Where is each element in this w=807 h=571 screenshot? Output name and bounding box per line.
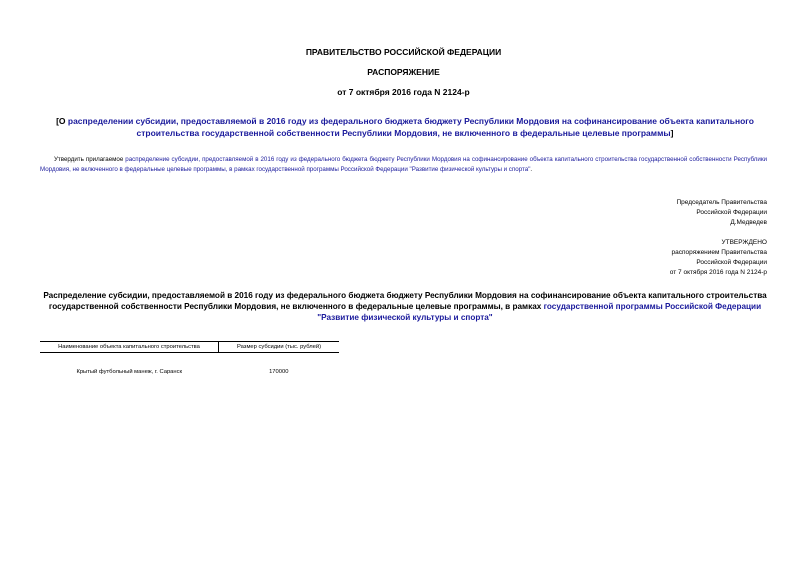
order-link[interactable]: распределение субсидии, предоставляемой в 2016 году из федерального бюджета бюджету Республики Мордовия на софинансирование объекта капитального строительства государственной собственности Республики Мордовия, не включенного в федеральные целевые программы, в рамках государственной программы Российской Федерации "Развитие физической культуры и спорта" (40, 156, 767, 173)
document-title (40, 115, 770, 139)
distribution-title-link[interactable]: государственной программы Российской Федерации "Развитие физической культуры и спорта" (317, 302, 762, 322)
order-paragraph (40, 155, 767, 175)
order-prefix: Утвердить прилагаемое (54, 156, 126, 163)
table-spacer (40, 353, 339, 368)
approval-block (670, 238, 767, 278)
distribution-title (40, 290, 770, 323)
document-date-number: от 7 октября 2016 года N 2124-р (337, 87, 470, 97)
title-link[interactable]: распределении субсидии, предоставляемой в 2016 году из федерального бюджета бюджету Республики Мордовия на софинансирование объекта капитального строительства государственной собственности Республики Мордовия, не включенного в федеральные целевые программы (67, 116, 754, 138)
title-open-bracket: [О (56, 116, 68, 126)
document-type: РАСПОРЯЖЕНИЕ (367, 67, 440, 77)
government-header: ПРАВИТЕЛЬСТВО РОССИЙСКОЙ ФЕДЕРАЦИИ (305, 47, 502, 57)
signature-line: Председатель Правительства (676, 199, 767, 206)
signature-line: Российской Федерации (696, 209, 767, 216)
column-header-amount: Размер субсидии (тыс. рублей) (219, 342, 340, 353)
approval-line: УТВЕРЖДЕНО (721, 239, 767, 246)
cell-subsidy-amount: 170000 (269, 369, 289, 375)
approval-line: Российской Федерации (696, 259, 767, 266)
distribution-title-text: Распределение субсидии, предоставляемой в 2016 году из федерального бюджета бюджету Республики Мордовия на софинансирование объекта капитального строительства государственной собственности Республики Мордовия, не включенного в федеральные целевые программы, в рамках (43, 291, 767, 311)
signature-line: Д.Медведев (730, 219, 767, 226)
order-suffix: . (530, 166, 533, 173)
title-close-bracket: ] (670, 128, 674, 138)
subsidy-table (40, 341, 339, 377)
approval-line: распоряжением Правительства (671, 249, 767, 256)
approval-line: от 7 октября 2016 года N 2124-р (669, 269, 767, 276)
cell-object-name: Крытый футбольный манеж, г. Саранск (76, 369, 183, 375)
signature-block (676, 198, 767, 228)
table-row (40, 367, 339, 377)
column-header-object: Наименование объекта капитального строительства (40, 342, 219, 353)
table-header-row (40, 342, 339, 353)
